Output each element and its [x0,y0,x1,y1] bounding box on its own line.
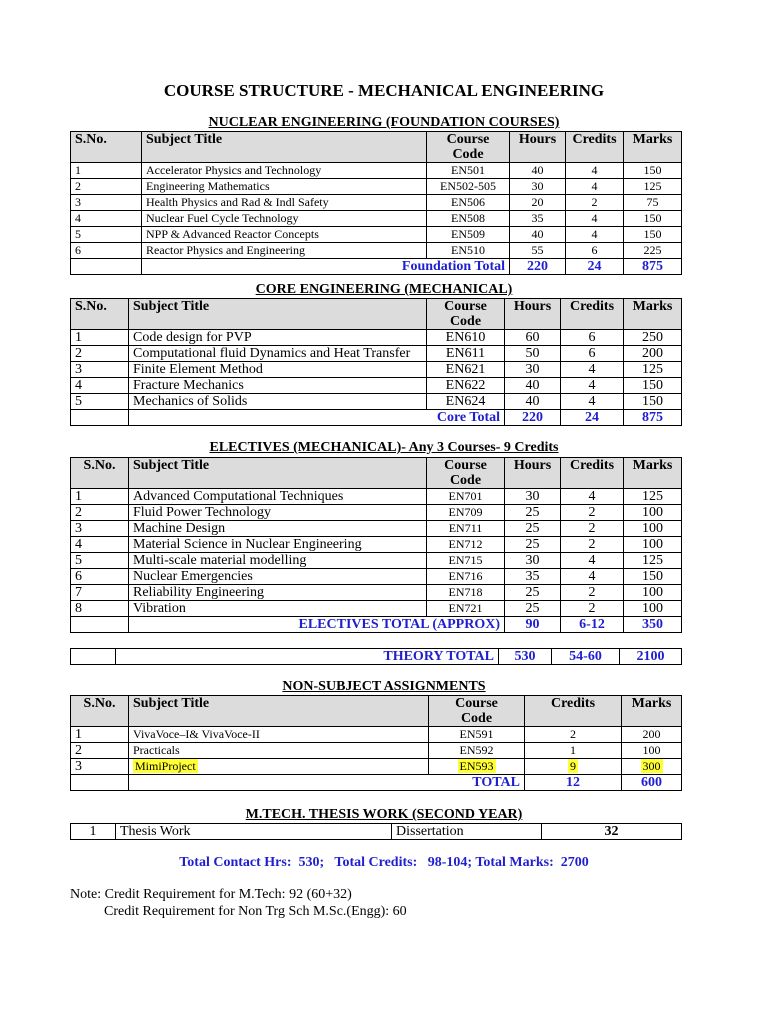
cell-code: EN501 [427,163,510,179]
cell-sno: 3 [71,362,129,378]
cell-code: EN502-505 [427,179,510,195]
electives-total-hours: 90 [505,617,561,633]
theory-total-row [71,649,682,665]
col-marks: Marks [624,132,682,163]
col-hours: Hours [505,458,561,489]
cell-sno: 5 [71,553,129,569]
core-total-label: Core Total [129,410,505,426]
cell-code: EN593 [429,759,525,775]
cell-code: EN712 [427,537,505,553]
cell-marks: 100 [622,743,682,759]
cell-sno: 1 [71,489,129,505]
table-row [71,179,682,195]
core-total-credits: 24 [561,410,624,426]
electives-total-marks: 350 [624,617,682,633]
cell-sno: 7 [71,585,129,601]
cell-credits: 9 [525,759,622,775]
thesis-credits: 32 [542,824,682,840]
cell-credits: 4 [561,553,624,569]
thesis-table [70,823,682,840]
electives-table [70,457,682,633]
col-marks: Marks [624,299,682,330]
cell-code: EN711 [427,521,505,537]
col-hours: Hours [505,299,561,330]
cell-subject: VivaVoce–I& VivaVoce-II [129,727,429,743]
cell-marks: 150 [624,378,682,394]
cell-sno: 4 [71,378,129,394]
cell-credits: 2 [561,521,624,537]
electives-total-label: ELECTIVES TOTAL (APPROX) [129,617,505,633]
electives-section-title: ELECTIVES (MECHANICAL)- Any 3 Courses- 9 Credits [209,440,559,455]
table-row [71,553,682,569]
col-hours: Hours [510,132,566,163]
table-row [71,743,682,759]
table-row [71,505,682,521]
cell-sno: 3 [71,521,129,537]
cell-hours: 25 [505,585,561,601]
table-row [71,330,682,346]
cell-credits: 2 [525,727,622,743]
cell-hours: 30 [505,553,561,569]
table-row [71,727,682,743]
thesis-subject: Thesis Work [116,824,392,840]
electives-total-row [71,617,682,633]
cell-subject: Health Physics and Rad & Indl Safety [142,195,427,211]
cell-credits: 1 [525,743,622,759]
cell-subject: Advanced Computational Techniques [129,489,427,505]
cell-hours: 40 [505,378,561,394]
cell-subject: Material Science in Nuclear Engineering [129,537,427,553]
cell-marks: 100 [624,505,682,521]
cell-hours: 35 [510,211,566,227]
cell-code: EN622 [427,378,505,394]
nuclear-total-credits: 24 [566,259,624,275]
nuclear-section-title: NUCLEAR ENGINEERING (FOUNDATION COURSES) [208,115,560,130]
table-header-row [71,132,682,163]
cell-hours: 25 [505,521,561,537]
cell-hours: 30 [505,489,561,505]
table-row [71,211,682,227]
cell-sno: 2 [71,346,129,362]
cell-subject: Nuclear Fuel Cycle Technology [142,211,427,227]
nonsubject-total-credits: 12 [525,775,622,791]
cell-credits: 4 [561,489,624,505]
cell-code: EN611 [427,346,505,362]
cell-code: EN715 [427,553,505,569]
cell-sno: 3 [71,759,129,775]
table-row [71,362,682,378]
page-title: COURSE STRUCTURE - MECHANICAL ENGINEERING [163,81,605,100]
cell-hours: 20 [510,195,566,211]
col-sno: S.No. [71,132,142,163]
core-section-title: CORE ENGINEERING (MECHANICAL) [255,282,513,297]
cell-sno: 1 [71,330,129,346]
cell-sno: 4 [71,537,129,553]
cell-credits: 4 [561,362,624,378]
cell-subject: Fluid Power Technology [129,505,427,521]
cell-marks: 200 [622,727,682,743]
core-total-marks: 875 [624,410,682,426]
cell-code: EN721 [427,601,505,617]
cell-hours: 55 [510,243,566,259]
cell-hours: 40 [510,163,566,179]
cell-credits: 4 [566,179,624,195]
cell-subject: Practicals [129,743,429,759]
cell-credits: 4 [561,569,624,585]
cell-marks: 150 [624,211,682,227]
cell-code: EN508 [427,211,510,227]
nonsubject-total-marks: 600 [622,775,682,791]
table-row [71,346,682,362]
table-header-row [71,299,682,330]
cell-code: EN592 [429,743,525,759]
cell-hours: 30 [510,179,566,195]
cell-sno: 1 [71,727,129,743]
cell-code: EN610 [427,330,505,346]
theory-total-table [70,648,682,665]
table-header-row [71,458,682,489]
cell-sno: 3 [71,195,142,211]
note-line-1: Note: Credit Requirement for M.Tech: 92 (60+32) [70,887,352,902]
table-row [71,569,682,585]
cell-subject: Mechanics of Solids [129,394,427,410]
cell-credits: 4 [561,378,624,394]
col-credits: Credits [566,132,624,163]
cell-credits: 4 [566,163,624,179]
summary-totals: Total Contact Hrs: 530; Total Credits: 98-104; Total Marks: 2700 [179,855,589,870]
core-total-row [71,410,682,426]
cell-marks: 100 [624,537,682,553]
cell-code: EN506 [427,195,510,211]
nuclear-total-label: Foundation Total [142,259,510,275]
cell-marks: 125 [624,553,682,569]
col-subject: Subject Title [142,132,427,163]
cell-subject: Machine Design [129,521,427,537]
table-row [71,521,682,537]
table-header-row [71,696,682,727]
cell-hours: 35 [505,569,561,585]
cell-code: EN716 [427,569,505,585]
cell-marks: 125 [624,489,682,505]
cell-hours: 25 [505,601,561,617]
nuclear-table [70,131,682,275]
theory-total-marks: 2100 [620,649,682,665]
cell-credits: 2 [561,585,624,601]
cell-credits: 2 [561,505,624,521]
cell-hours: 60 [505,330,561,346]
cell-sno: 1 [71,163,142,179]
cell-marks: 100 [624,585,682,601]
cell-sno: 2 [71,743,129,759]
col-sno: S.No. [71,696,129,727]
cell-credits: 2 [561,537,624,553]
cell-credits: 4 [566,227,624,243]
cell-marks: 225 [624,243,682,259]
cell-code: EN509 [427,227,510,243]
cell-marks: 300 [622,759,682,775]
col-code: Course Code [429,696,525,727]
col-code: Course Code [427,299,505,330]
cell-subject: Engineering Mathematics [142,179,427,195]
thesis-sno: 1 [71,824,116,840]
col-credits: Credits [525,696,622,727]
cell-marks: 150 [624,569,682,585]
cell-credits: 4 [566,211,624,227]
table-row [71,195,682,211]
cell-subject: Multi-scale material modelling [129,553,427,569]
col-subject: Subject Title [129,299,427,330]
col-code: Course Code [427,458,505,489]
cell-sno: 8 [71,601,129,617]
table-row [71,163,682,179]
table-row [71,759,682,775]
cell-sno: 2 [71,505,129,521]
nuclear-total-marks: 875 [624,259,682,275]
table-row [71,243,682,259]
theory-total-hours: 530 [499,649,552,665]
thesis-section-title: M.TECH. THESIS WORK (SECOND YEAR) [245,807,523,822]
cell-hours: 50 [505,346,561,362]
theory-total-label: THEORY TOTAL [116,649,499,665]
cell-code: EN701 [427,489,505,505]
cell-sno: 5 [71,394,129,410]
col-sno: S.No. [71,299,129,330]
col-code: Course Code [427,132,510,163]
cell-code: EN624 [427,394,505,410]
cell-code: EN621 [427,362,505,378]
electives-total-credits: 6-12 [561,617,624,633]
cell-sno: 6 [71,569,129,585]
cell-sno: 6 [71,243,142,259]
cell-marks: 100 [624,601,682,617]
cell-code: EN510 [427,243,510,259]
theory-total-credits: 54-60 [552,649,620,665]
nuclear-total-hours: 220 [510,259,566,275]
cell-marks: 150 [624,394,682,410]
cell-marks: 200 [624,346,682,362]
table-row [71,537,682,553]
cell-hours: 40 [510,227,566,243]
table-row [71,394,682,410]
cell-subject: Nuclear Emergencies [129,569,427,585]
table-row [71,585,682,601]
thesis-type: Dissertation [392,824,542,840]
nuclear-total-row [71,259,682,275]
cell-credits: 6 [561,346,624,362]
cell-hours: 40 [505,394,561,410]
cell-subject: Reliability Engineering [129,585,427,601]
cell-marks: 125 [624,362,682,378]
thesis-row [71,824,682,840]
cell-credits: 6 [566,243,624,259]
cell-subject: Finite Element Method [129,362,427,378]
cell-code: EN709 [427,505,505,521]
cell-sno: 5 [71,227,142,243]
col-credits: Credits [561,458,624,489]
cell-hours: 30 [505,362,561,378]
core-total-hours: 220 [505,410,561,426]
cell-credits: 2 [566,195,624,211]
cell-subject: Reactor Physics and Engineering [142,243,427,259]
cell-subject: Code design for PVP [129,330,427,346]
cell-code: EN718 [427,585,505,601]
cell-credits: 6 [561,330,624,346]
cell-subject: Fracture Mechanics [129,378,427,394]
nonsubject-total-row [71,775,682,791]
cell-subject: Vibration [129,601,427,617]
col-subject: Subject Title [129,458,427,489]
table-row [71,227,682,243]
note-line-2: Credit Requirement for Non Trg Sch M.Sc.(Engg): 60 [104,904,407,919]
cell-marks: 150 [624,163,682,179]
table-row [71,378,682,394]
cell-marks: 100 [624,521,682,537]
cell-credits: 4 [561,394,624,410]
col-subject: Subject Title [129,696,429,727]
cell-marks: 150 [624,227,682,243]
cell-hours: 25 [505,505,561,521]
cell-subject: MimiProject [129,759,429,775]
table-row [71,601,682,617]
col-sno: S.No. [71,458,129,489]
table-row [71,489,682,505]
cell-sno: 2 [71,179,142,195]
cell-subject: NPP & Advanced Reactor Concepts [142,227,427,243]
nonsubject-total-label: TOTAL [129,775,525,791]
cell-code: EN591 [429,727,525,743]
nonsubject-table [70,695,682,791]
cell-credits: 2 [561,601,624,617]
col-marks: Marks [624,458,682,489]
cell-marks: 250 [624,330,682,346]
core-table [70,298,682,426]
col-marks: Marks [622,696,682,727]
col-credits: Credits [561,299,624,330]
cell-marks: 125 [624,179,682,195]
cell-marks: 75 [624,195,682,211]
cell-sno: 4 [71,211,142,227]
cell-subject: Accelerator Physics and Technology [142,163,427,179]
cell-subject: Computational fluid Dynamics and Heat Transfer [129,346,427,362]
nonsubject-section-title: NON-SUBJECT ASSIGNMENTS [282,679,486,694]
cell-hours: 25 [505,537,561,553]
